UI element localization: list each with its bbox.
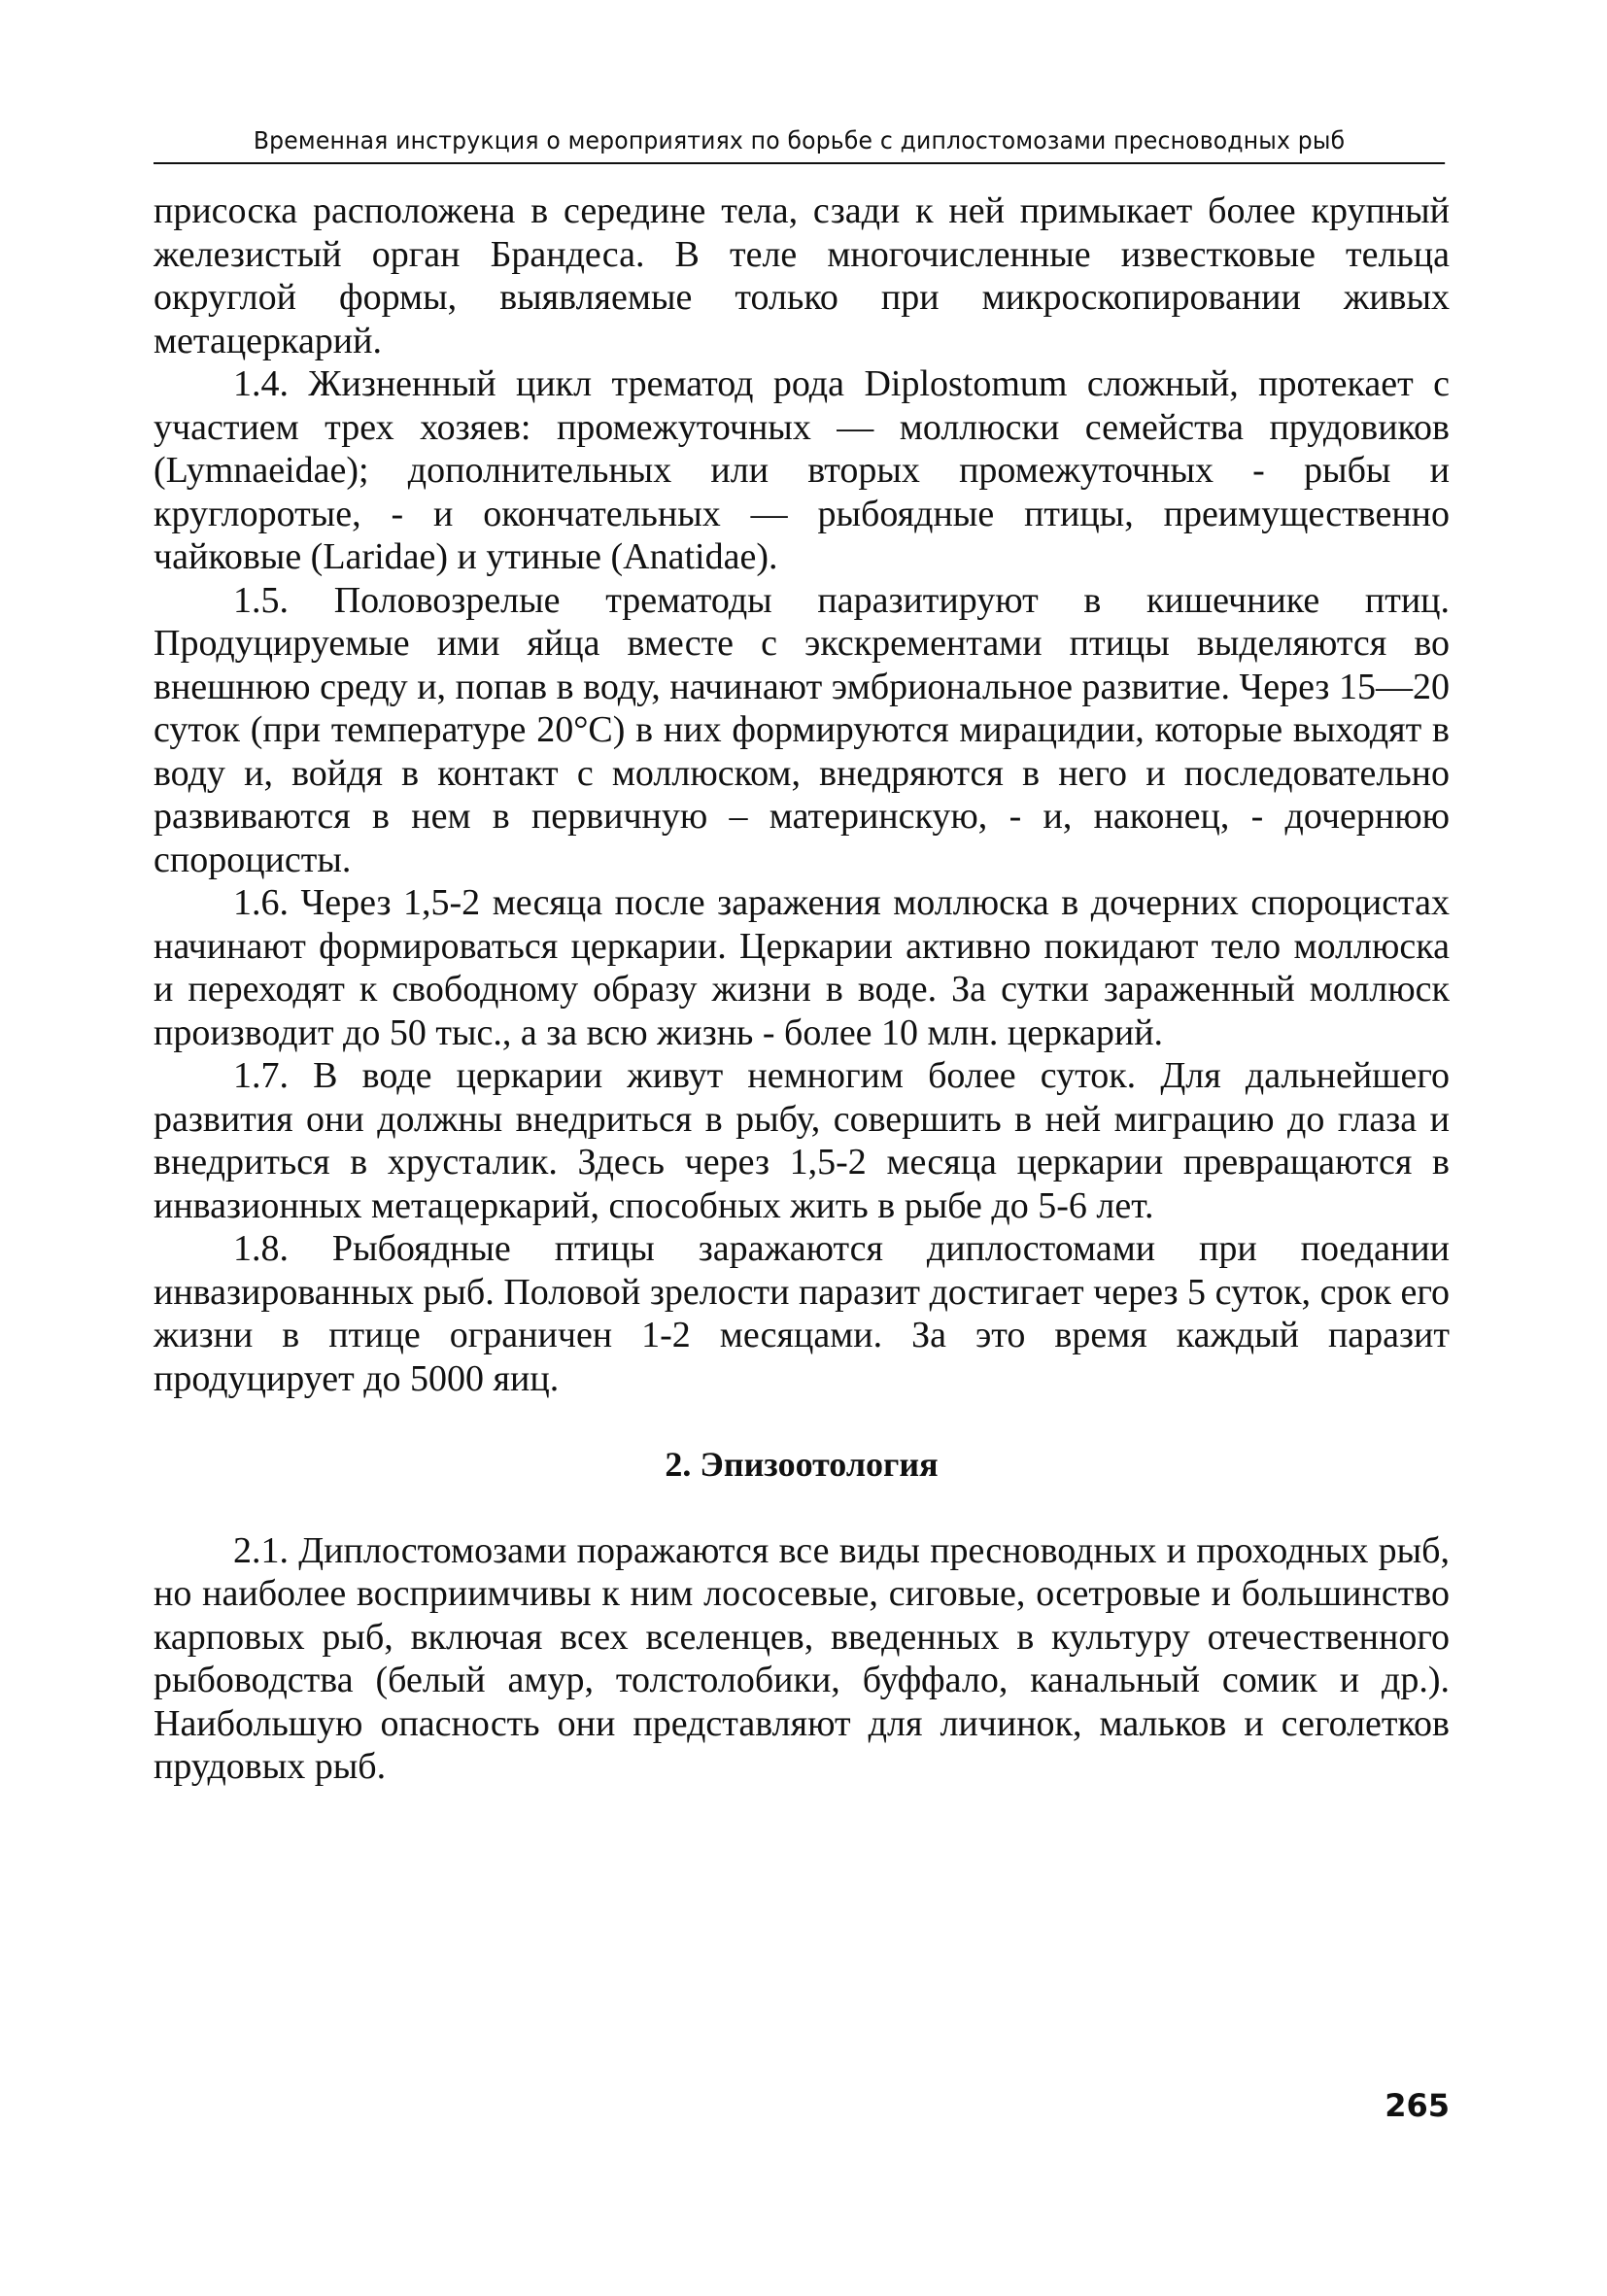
paragraph-1-6: 1.6. Через 1,5-2 месяца после заражения моллюска в дочерних спороцистах начинают формироваться церкарии. Церкарии активно покидают тело моллюска и переходят к свободному образу жизни в воде. За сутки зараженный моллюск производит до 50 тыс., а за всю жизнь - более 10 млн. церкарий. [154,882,1450,1053]
paragraph-1-7: 1.7. В воде церкарии живут немногим более суток. Для дальнейшего развития они должны внедриться в рыбу, совершить в ней миграцию до глаза и внедриться в хрусталик. Здесь через 1,5-2 месяца церкарии превращаются в инвазионных метацеркарий, способных жить в рыбе до 5-6 лет. [154,1055,1450,1226]
document-page [154,126,1450,2264]
section-heading: 2. Эпизоотология [665,1445,939,1484]
paragraph-continuation: присоска расположена в середине тела, сзади к ней примыкает более крупный железистый орган Брандеса. В теле многочисленные известковые тельца округлой формы, выявляемые только при микроскопировании живых метацеркарий. [154,190,1450,361]
running-header: Временная инструкция о мероприятиях по борьбе с диплостомозами пресноводных рыб [154,126,1445,164]
paragraph-1-5: 1.5. Половозрелые трематоды паразитируют в кишечнике птиц. Продуцируемые ими яйца вместе с экскрементами птицы выделяются во внешнюю среду и, попав в воду, начинают эмбриональное развитие. Через 15—20 суток (при температуре 20°С) в них формируются мирацидии, которые выходят в воду и, войдя в контакт с моллюском, внедряются в него и последовательно развиваются в нем в первичную – материнскую, - и, наконец, - дочернюю спороцисты. [154,579,1450,880]
paragraph-1-4: 1.4. Жизненный цикл трематод рода Diplostomum сложный, протекает с участием трех хозяев: промежуточных — моллюски семейства прудовиков (Lymnaeidae); дополнительных или вторых промежуточных - рыбы и круглоротые, - и окончательных — рыбоядные птицы, преимущественно чайковые (Laridae) и утиные (Anatidae). [154,363,1450,577]
page-number: 265 [1385,2087,1450,2124]
paragraph-2-1: 2.1. Диплостомозами поражаются все виды пресноводных и проходных рыб, но наиболее восприимчивы к ним лососевые, сиговые, осетровые и большинство карповых рыб, включая всех вселенцев, введенных в культуру отечественного рыбоводства (белый амур, толстолобики, буффало, канальный сомик и др.). Наибольшую опасность они представляют для личинок, мальков и сеголетков прудовых рыб. [154,1529,1450,1787]
body-text [154,189,1450,1789]
paragraph-1-8: 1.8. Рыбоядные птицы заражаются диплостомами при поедании инвазированных рыб. Половой зрелости паразит достигает через 5 суток, срок его жизни в птице ограничен 1-2 месяцами. За это время каждый паразит продуцирует до 5000 яиц. [154,1228,1450,1399]
